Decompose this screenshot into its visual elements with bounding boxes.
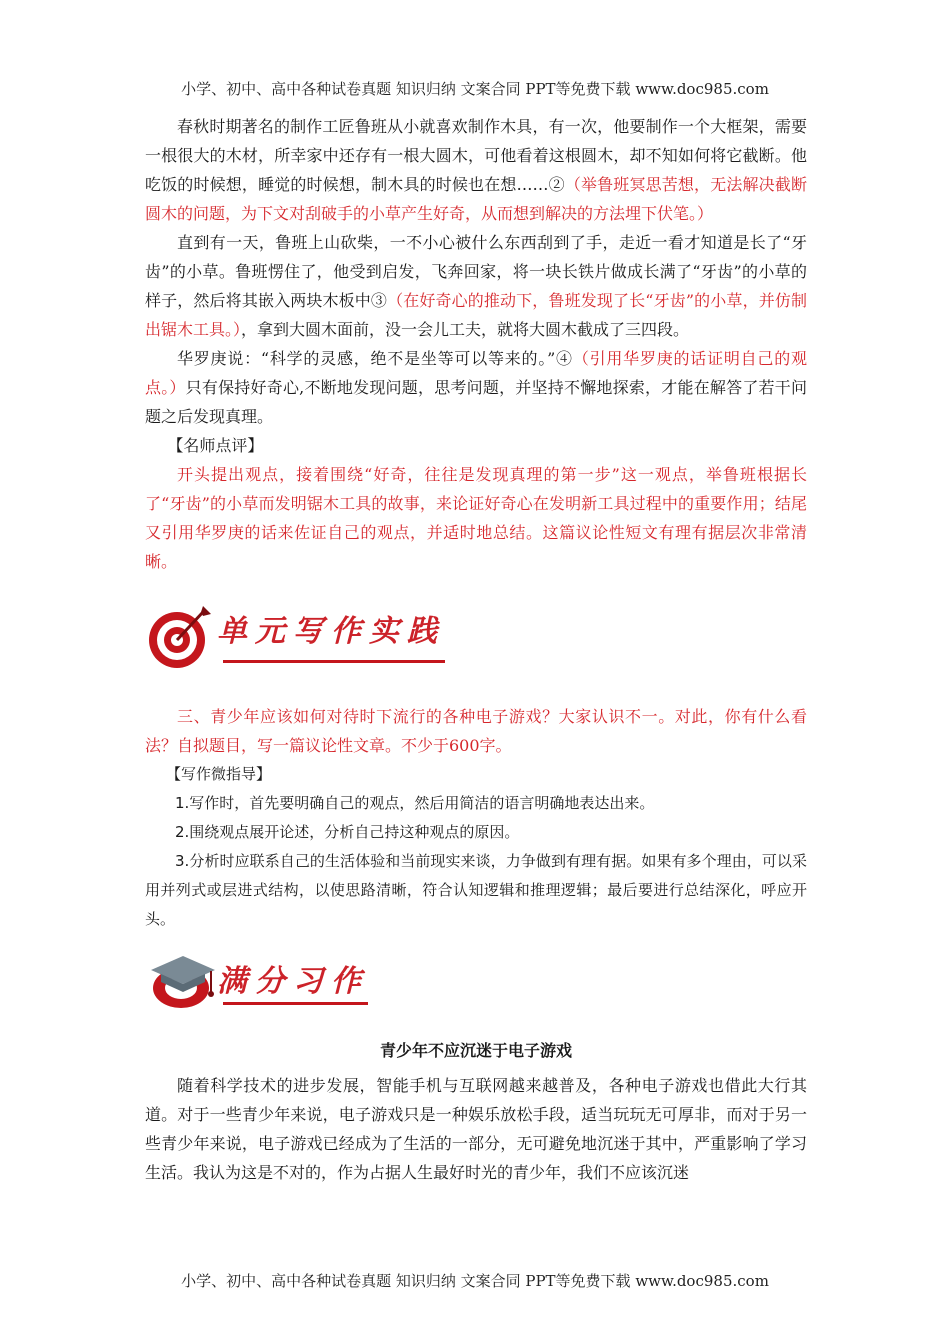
guide-label: 【写作微指导】 — [166, 765, 272, 783]
writing-task: 三、青少年应该如何对待时下流行的各种电子游戏？大家认识不一。对此，你有什么看法？自拟题目，写一篇议论性文章。不少于600字。 — [145, 707, 807, 755]
paragraph-text: 春秋时期著名的制作工匠鲁班从小就喜欢制作木具，有一次，他要制作一个大框架，需要一根很大的木材，所幸家中还存有一根大圆木，可他看着这根圆木，却不知如何将它截断。他吃饭的时候想，睡觉的时候想，制木具的时候也在想……② — [145, 117, 807, 194]
paragraph-text: 华罗庚说：“科学的灵感，绝不是坐等可以等来的。”④ — [177, 349, 573, 368]
banner-underline — [223, 1002, 368, 1005]
annotation-note: （引用华罗庚的话证明自己的观点。） — [145, 349, 807, 397]
banner-underline — [223, 660, 445, 663]
section-banner-writing-practice — [145, 598, 807, 684]
guide-item: 2.围绕观点展开论述，分析自己持这种观点的原因。 — [175, 823, 520, 841]
annotation-note: （在好奇心的推动下，鲁班发现了长“牙齿”的小草，并仿制出锯木工具。） — [145, 291, 807, 339]
essay-title: 青少年不应沉迷于电子游戏 — [379, 1041, 572, 1060]
paragraph-text: 直到有一天，鲁班上山砍柴，一不小心被什么东西刮到了手，走近一看才知道是长了“牙齿”的小草。鲁班愣住了，他受到启发，飞奔回家，将一块长铁片做成长满了“牙齿”的小草的样子，然后将其嵌入两块木板中③ — [145, 233, 807, 310]
paragraph-luban-2 — [145, 228, 807, 344]
paragraph-tail: 只有保持好奇心,不断地发现问题，思考问题，并坚持不懈地探索，才能在解答了若干问题之后发现真理。 — [145, 378, 807, 426]
paragraph-hualuogeng — [145, 344, 807, 431]
writing-guide — [145, 760, 807, 934]
review-label: 【名师点评】 — [167, 436, 264, 455]
guide-item: 1.写作时，首先要明确自己的观点，然后用简洁的语言明确地表达出来。 — [175, 794, 655, 812]
paragraph-tail: ，拿到大圆木面前，没一会儿工夫，就将大圆木截成了三四段。 — [241, 320, 690, 339]
graduation-cap-icon — [145, 948, 221, 1012]
banner-title: 单元写作实践 — [217, 614, 445, 649]
page-content — [145, 112, 807, 1187]
annotation-note: （举鲁班冥思苦想，无法解决截断圆木的问题，为下文对刮破手的小草产生好奇，从而想到解决的方法埋下伏笔。） — [145, 175, 807, 223]
essay-paragraph: 随着科学技术的进步发展，智能手机与互联网越来越普及，各种电子游戏也借此大行其道。对于一些青少年来说，电子游戏只是一种娱乐放松手段，适当玩玩无可厚非，而对于另一些青少年来说，电子游戏已经成为了生活的一部分，无可避免地沉迷于其中，严重影响了学习生活。我认为这是不对的，作为占据人生最好时光的青少年，我们不应该沉迷 — [145, 1076, 807, 1182]
page-footer: 小学、初中、高中各种试卷真题 知识归纳 文案合同 PPT等免费下载 www.doc985.com — [181, 1272, 769, 1290]
target-icon — [145, 602, 215, 672]
page-header: 小学、初中、高中各种试卷真题 知识归纳 文案合同 PPT等免费下载 www.doc985.com — [181, 80, 769, 98]
section-banner-model-essay — [145, 948, 807, 1018]
banner-title: 满分习作 — [217, 964, 369, 999]
paragraph-luban-1 — [145, 112, 807, 228]
guide-item: 3.分析时应联系自己的生活体验和当前现实来谈，力争做到有理有据。如果有多个理由，可以采用并列式或层进式结构，以使思路清晰，符合认知逻辑和推理逻辑；最后要进行总结深化，呼应开头。 — [145, 852, 807, 928]
review-text: 开头提出观点，接着围绕“好奇，往往是发现真理的第一步”这一观点，举鲁班根据长了“牙齿”的小草而发明锯木工具的故事，来论证好奇心在发明新工具过程中的重要作用；结尾又引用华罗庚的话来佐证自己的观点，并适时地总结。这篇议论性短文有理有据层次非常清晰。 — [145, 465, 807, 571]
